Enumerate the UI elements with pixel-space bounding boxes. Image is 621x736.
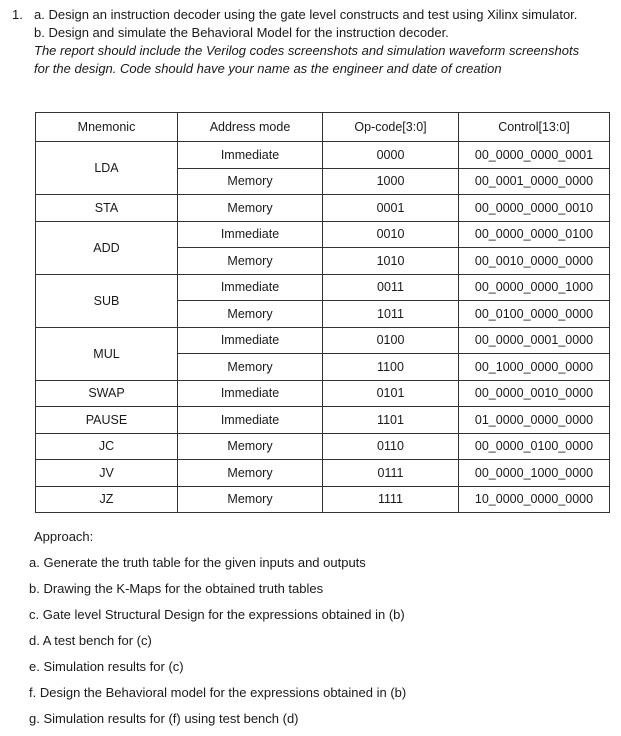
opcode-cell: 1000 [323,168,459,195]
control-cell: 00_0000_0000_1000 [459,274,610,301]
mnemonic-cell: ADD [36,221,178,274]
opcode-cell: 0000 [323,142,459,169]
mnemonic-cell: SUB [36,274,178,327]
control-cell: 00_0000_0010_0000 [459,380,610,407]
opcode-cell: 0111 [323,460,459,487]
control-cell: 00_0000_1000_0000 [459,460,610,487]
opcode-cell: 0101 [323,380,459,407]
approach-item: a. Generate the truth table for the given inputs and outputs [29,555,366,570]
address-mode-cell: Immediate [178,274,323,301]
address-mode-cell: Memory [178,354,323,381]
opcode-cell: 1101 [323,407,459,434]
table-header-row [36,113,610,142]
control-cell: 00_0100_0000_0000 [459,301,610,328]
opcode-cell: 1100 [323,354,459,381]
control-cell: 00_0001_0000_0000 [459,168,610,195]
table-row [36,327,610,354]
approach-item: c. Gate level Structural Design for the expressions obtained in (b) [29,607,405,622]
address-mode-cell: Immediate [178,327,323,354]
table-row [36,407,610,434]
mnemonic-cell: JC [36,433,178,460]
table-row [36,486,610,513]
address-mode-cell: Memory [178,195,323,222]
approach-item: d. A test bench for (c) [29,633,152,648]
report-note-line-2: for the design. Code should have your name as the engineer and date of creation [34,61,502,76]
address-mode-cell: Immediate [178,221,323,248]
opcode-cell: 1111 [323,486,459,513]
task-a-text: a. Design an instruction decoder using the gate level constructs and test using Xilinx simulator. [34,7,578,22]
address-mode-cell: Immediate [178,380,323,407]
table-row [36,195,610,222]
address-mode-cell: Memory [178,460,323,487]
table-row [36,274,610,301]
mnemonic-cell: JZ [36,486,178,513]
approach-item: e. Simulation results for (c) [29,659,184,674]
question-number: 1. [12,7,23,22]
column-header-address-mode: Address mode [178,113,323,142]
mnemonic-cell: SWAP [36,380,178,407]
address-mode-cell: Memory [178,168,323,195]
instruction-table [35,112,610,513]
approach-item: g. Simulation results for (f) using test bench (d) [29,711,299,726]
address-mode-cell: Immediate [178,142,323,169]
table-row [36,433,610,460]
opcode-cell: 0100 [323,327,459,354]
opcode-cell: 1010 [323,248,459,275]
control-cell: 00_0000_0100_0000 [459,433,610,460]
control-cell: 00_0000_0000_0010 [459,195,610,222]
mnemonic-cell: STA [36,195,178,222]
mnemonic-cell: PAUSE [36,407,178,434]
report-note-line-1: The report should include the Verilog codes screenshots and simulation waveform screenshots [34,43,580,58]
address-mode-cell: Immediate [178,407,323,434]
control-cell: 01_0000_0000_0000 [459,407,610,434]
mnemonic-cell: JV [36,460,178,487]
column-header-control: Control[13:0] [459,113,610,142]
control-cell: 00_0010_0000_0000 [459,248,610,275]
column-header-mnemonic: Mnemonic [36,113,178,142]
column-header-opcode: Op-code[3:0] [323,113,459,142]
table-row [36,460,610,487]
table-row [36,221,610,248]
control-cell: 10_0000_0000_0000 [459,486,610,513]
control-cell: 00_0000_0000_0001 [459,142,610,169]
control-cell: 00_0000_0000_0100 [459,221,610,248]
approach-item: f. Design the Behavioral model for the expressions obtained in (b) [29,685,407,700]
opcode-cell: 0011 [323,274,459,301]
control-cell: 00_1000_0000_0000 [459,354,610,381]
table-row [36,380,610,407]
opcode-cell: 0010 [323,221,459,248]
mnemonic-cell: MUL [36,327,178,380]
address-mode-cell: Memory [178,301,323,328]
approach-title: Approach: [34,529,94,544]
address-mode-cell: Memory [178,248,323,275]
table-row [36,142,610,169]
opcode-cell: 1011 [323,301,459,328]
opcode-cell: 0001 [323,195,459,222]
opcode-cell: 0110 [323,433,459,460]
mnemonic-cell: LDA [36,142,178,195]
approach-item: b. Drawing the K-Maps for the obtained truth tables [29,581,324,596]
control-cell: 00_0000_0001_0000 [459,327,610,354]
address-mode-cell: Memory [178,433,323,460]
address-mode-cell: Memory [178,486,323,513]
task-b-text: b. Design and simulate the Behavioral Model for the instruction decoder. [34,25,449,40]
